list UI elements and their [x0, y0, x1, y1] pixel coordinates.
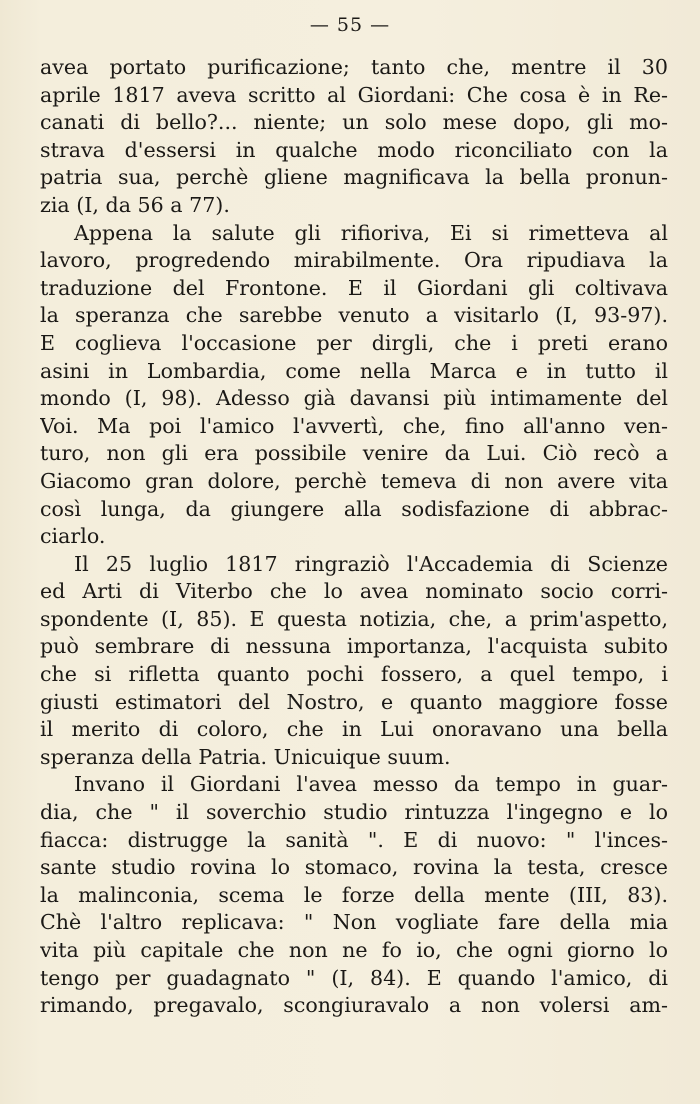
text-line: il merito di coloro, che in Lui onoravano una bella	[40, 717, 668, 742]
text-line: può sembrare di nessuna importanza, l'acquista subito	[40, 634, 668, 659]
text-line: tengo per guadagnato " (I, 84). E quando l'amico, di	[40, 965, 668, 990]
text-line: Chè l'altro replicava: " Non vogliate fare della mia	[40, 910, 668, 935]
text-line: lavoro, progredendo mirabilmente. Ora ripudiava la	[40, 248, 668, 273]
text-line: traduzione del Frontone. E il Giordani gli coltivava	[40, 275, 668, 300]
text-line: rimando, pregavalo, scongiuravalo a non volersi am-	[40, 993, 668, 1018]
text-line: vita più capitale che non ne fo io, che ogni giorno lo	[40, 938, 668, 962]
text-line: ciarlo.	[40, 524, 106, 549]
text-line: Giacomo gran dolore, perchè temeva di non avere vita	[40, 468, 668, 493]
text-line: fiacca: distrugge la sanità ". E di nuovo: " l'inces-	[40, 827, 668, 852]
text-line: zia (I, da 56 a 77).	[40, 192, 230, 217]
text-line: Invano il Giordani l'avea messo da tempo in guar-	[74, 772, 668, 797]
text-line: Voi. Ma poi l'amico l'avvertì, che, fino all'anno ven-	[40, 413, 668, 438]
text-line: strava d'essersi in qualche modo riconciliato con la	[40, 137, 668, 162]
text-line: Il 25 luglio 1817 ringraziò l'Accademia di Scienze	[74, 551, 668, 576]
text-line: sante studio rovina lo stomaco, rovina la testa, cresce	[40, 855, 668, 880]
text-line: la speranza che sarebbe venuto a visitarlo (I, 93-97).	[40, 303, 668, 328]
text-line: E coglieva l'occasione per dirgli, che i preti erano	[40, 330, 668, 355]
page-number: — 55 —	[309, 14, 391, 36]
text-line: dia, che " il soverchio studio rintuzza l'ingegno e lo	[40, 800, 668, 825]
text-line: Appena la salute gli rifioriva, Ei si rimetteva al	[74, 220, 668, 245]
text-line: aprile 1817 aveva scritto al Giordani: Che cosa è in Re-	[40, 82, 668, 107]
text-line: patria sua, perchè gliene magnificava la bella pronun-	[40, 165, 668, 190]
text-line: avea portato purificazione; tanto che, mentre il 30	[40, 55, 668, 79]
text-line: la malinconia, scema le forze della mente (III, 83).	[40, 882, 668, 907]
text-line: giusti estimatori del Nostro, e quanto maggiore fosse	[40, 689, 668, 714]
text-line: turo, non gli era possibile venire da Lui. Ciò recò a	[40, 441, 668, 466]
text-line: speranza della Patria. Unicuique suum.	[40, 744, 451, 769]
text-line: mondo (I, 98). Adesso già davansi più intimamente del	[40, 386, 668, 411]
body-text	[40, 54, 668, 1020]
text-line: asini in Lombardia, come nella Marca e in tutto il	[40, 358, 668, 383]
text-line: che si rifletta quanto pochi fossero, a quel tempo, i	[40, 662, 668, 687]
text-line: spondente (I, 85). E questa notizia, che, a prim'aspetto,	[40, 606, 668, 631]
text-line: così lunga, da giungere alla sodisfazione di abbrac-	[40, 496, 668, 521]
text-line: canati di bello?... niente; un solo mese dopo, gli mo-	[40, 110, 668, 135]
text-line: ed Arti di Viterbo che lo avea nominato socio corri-	[40, 579, 668, 604]
